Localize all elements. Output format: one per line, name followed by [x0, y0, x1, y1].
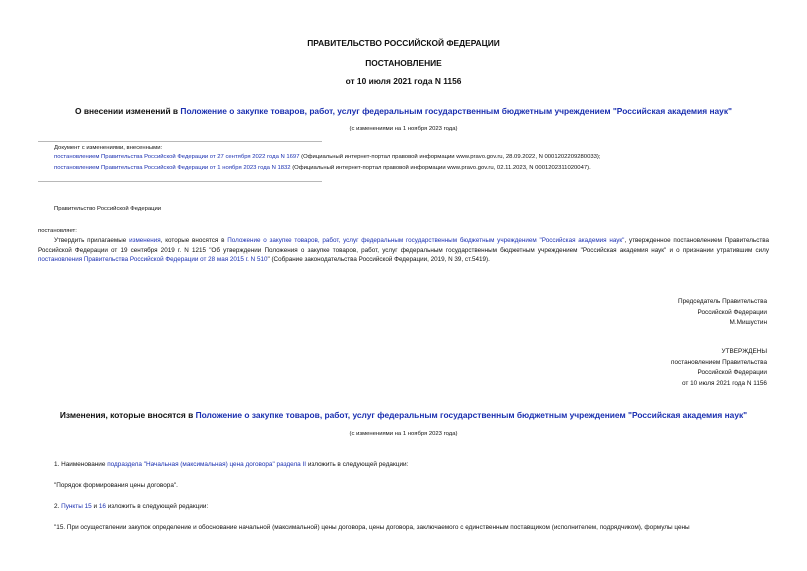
- signature-name: М.Мишустин: [729, 319, 767, 327]
- annex-item-2: [54, 503, 208, 510]
- change-item: [54, 165, 591, 171]
- annex-title-prefix: Изменения, которые вносятся в: [59, 410, 196, 420]
- resolution-paragraph: [38, 236, 769, 265]
- clause-15-link[interactable]: Пункты 15: [61, 503, 92, 510]
- repealed-decree-link[interactable]: постановления Правительства Российской Федерации от 28 мая 2015 г. N 510: [38, 256, 268, 264]
- annex-item-1: [54, 461, 408, 468]
- text-run: изложить в следующей редакции:: [306, 461, 409, 468]
- annex-item-1-quote: "Порядок формирования цены договора".: [54, 482, 178, 489]
- change-link-1832[interactable]: постановлением Правительства Российской Федерации от 1 ноября 2023 года N 1832: [54, 165, 291, 171]
- text-run: " (Собрание законодательства Российской Федерации, 2019, N 39, ст.5419).: [267, 256, 490, 264]
- approval-date: от 10 июля 2021 года N 1156: [682, 379, 767, 387]
- edition-note: (с изменениями на 1 ноября 2023 года): [349, 126, 458, 132]
- approval-line: постановлением Правительства: [671, 358, 767, 366]
- regulation-link[interactable]: Положение о закупке товаров, работ, услуг федеральным государственным бюджетным учреждением "Российская академия наук": [180, 106, 732, 116]
- divider-bottom: [38, 181, 322, 182]
- approval-line: Российской Федерации: [697, 369, 767, 377]
- signature-block: [678, 297, 767, 329]
- change-item: [54, 154, 601, 160]
- change-link-1697[interactable]: постановлением Правительства Российской Федерации от 27 сентября 2022 года N 1697: [54, 154, 300, 160]
- government-heading: ПРАВИТЕЛЬСТВО РОССИЙСКОЙ ФЕДЕРАЦИИ: [307, 38, 500, 48]
- document-title-prefix: О внесении изменений в: [74, 106, 181, 116]
- decrees-label: постановляет:: [38, 228, 77, 234]
- government-name: Правительство Российской Федерации: [54, 206, 162, 212]
- approval-heading: УТВЕРЖДЕНЫ: [721, 348, 767, 355]
- annex-title: [0, 410, 807, 420]
- doc-type-heading: ПОСТАНОВЛЕНИЕ: [365, 58, 442, 68]
- subsection-link[interactable]: подраздела "Начальная (максимальная) цена договора": [107, 461, 275, 468]
- text-run: , утвержденное постановлением Правительства Российской Федерации от 19 сентября 2019 г. N 1215 "Об утверждении Положения о закупке товаров, работ, услуг федеральным государственным бюджетным учреждением "Российская академия наук" и о признании утратившим силу: [38, 237, 770, 254]
- text-run: 2.: [54, 503, 62, 510]
- annex-item-2-quote: "15. При осуществлении закупок определение и обоснование начальной (максимальной) цены договора, цены договора, заключаемого с единственным поставщиком (исполнителем, подрядчиком), формулы цены: [54, 524, 690, 531]
- text-run: , которые вносятся в: [160, 237, 228, 244]
- text-run: и: [91, 503, 99, 510]
- change-source: (Официальный интернет-портал правовой информации www.pravo.gov.ru, 02.11.2023, N 0001202311020047).: [290, 165, 591, 171]
- regulation-link-inline[interactable]: Положение о закупке товаров, работ, услуг федеральным государственным бюджетным учреждением "Российская академия наук": [227, 237, 625, 244]
- clause-16-link[interactable]: 16: [98, 503, 106, 510]
- text-run: изложить в следующей редакции:: [105, 503, 209, 510]
- changes-intro: Документ с изменениями, внесенными:: [54, 145, 163, 151]
- signature-country: Российской Федерации: [697, 308, 767, 316]
- annex-regulation-link[interactable]: Положение о закупке товаров, работ, услуг федеральным государственным бюджетным учреждением "Российская академия наук": [195, 410, 748, 420]
- document-title: [0, 106, 807, 116]
- approval-block: [671, 347, 767, 389]
- section-ii-link[interactable]: раздела II: [276, 461, 307, 468]
- annex-edition-note: (с изменениями на 1 ноября 2023 года): [349, 431, 458, 437]
- divider-top: [38, 141, 322, 142]
- text-run: Утвердить прилагаемые: [54, 237, 130, 244]
- signature-title: Председатель Правительства: [678, 298, 767, 305]
- change-source: (Официальный интернет-портал правовой информации www.pravo.gov.ru, 28.09.2022, N 0001202209280033);: [299, 154, 601, 160]
- text-run: 1. Наименование: [54, 461, 108, 468]
- changes-link[interactable]: изменения: [129, 237, 161, 244]
- doc-date-heading: от 10 июля 2021 года N 1156: [345, 76, 462, 86]
